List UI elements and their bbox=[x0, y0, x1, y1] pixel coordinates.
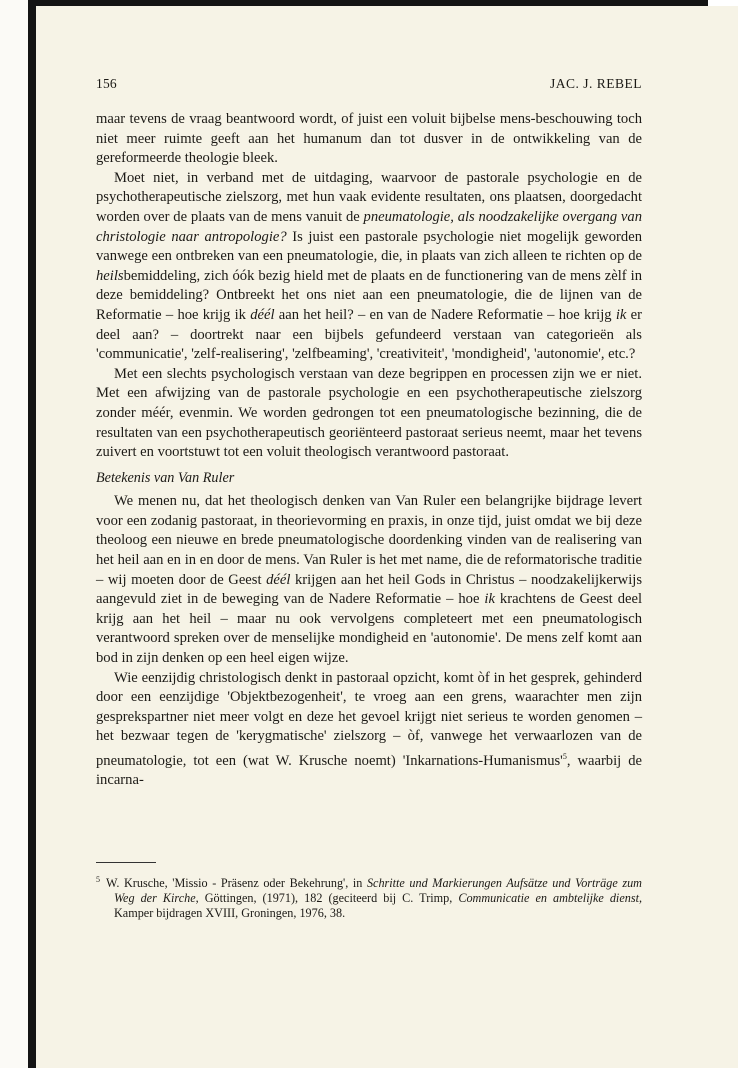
paragraph-2: Moet niet, in verband met de uitdaging, waarvoor de pastorale psychologie en de psychotherapeutische zielszorg, met hun vaak evidente resultaten, ons plaatsen, doorgedacht worden over de plaats van de mens vanuit de pneumatologie, als noodzakelijke overgang van christologie naar antropologie? Is juist een pastorale psychologie niet mogelijk geworden vanwege een ontbreken van een pneumatologie, die, in plaats van zich alleen te richten op de heilsbemiddeling, zich óók bezig hield met de plaats en de functionering van de mens zèlf in deze bemiddeling? Ontbreekt het ons niet aan een pneumatologie, die de lijnen van de Reformatie – hoe krijg ik déél aan het heil? – en van de Nadere Reformatie – hoe krijg ik er deel aan? – doortrekt naar een bijbels gefundeerd verstaan van categorieën als 'communicatie', 'zelf-realisering', 'zelfbeaming', 'creativiteit', 'mondigheid', 'autonomie', etc.? bbox=[96, 169, 642, 363]
paragraph-4: We menen nu, dat het theologisch denken van Van Ruler een belangrijke bijdrage levert voor een zodanig pastoraat, in theorievorming en praxis, in onze tijd, juist omdat we bij deze theoloog een nieuwe en brede pneumatologische doordenking vinden van de realisering van het heil aan en in en door de mens. Van Ruler is het met name, die de reformatorische traditie – wij moeten door de Geest déél krijgen aan het heil Gods in Christus – noodzakelijkerwijs aangevuld ziet in de beweging van de Nadere Reformatie – hoe ik krachtens de Geest deel krijg aan het heil – maar nu ook vervolgens completeert met een pneumatologisch verantwoord spreken over de menselijke mondigheid en 'autonomie'. De mens zelf komt aan bod in zijn denken op een heel eigen wijze. bbox=[96, 493, 643, 667]
footnote-title-2: Communicatie en ambtelijke dienst, bbox=[458, 891, 642, 906]
italic-ik-2: ik bbox=[484, 591, 495, 608]
scan-edge-left bbox=[28, 0, 36, 1068]
footnote: $^5$ W. Krusche, 'Missio - Präsenz oder Bekehrung', in Schritte und Markierungen Aufsätze und Vorträge zum Weg der Kirche, Göttingen, (1971), 182 (geciteerd bij C. Trimp, Communicatie en ambtelijke dienst, Kamper bijdragen XVIII, Groningen, 1976, 38. bbox=[96, 875, 642, 921]
body-text bbox=[96, 110, 642, 791]
italic-heils: heils bbox=[96, 267, 124, 284]
italic-ik: ik bbox=[615, 306, 627, 323]
footnote-rule bbox=[96, 862, 156, 863]
footnote-mark: 5 bbox=[96, 875, 100, 884]
paragraph-5: Wie eenzijdig christologisch denkt in pastoraal opzicht, komt òf in het gesprek, gehinderd door een eenzijdige 'Objektbezogenheit', te vroeg aan een grens, waarachter men zijn gesprekspartner niet meer volgt en deze het gevoel krijgt niet serieus te worden genomen – het bezwaar tegen de 'kerygmatische' zielszorg – òf, vanwege het verwaarlozen van de pneumatologie, tot een (wat W. Krusche noemt) 'Inkarnations-Humanismus'$^5$, waarbij de incarna- bbox=[96, 669, 642, 789]
running-head: JAC. J. REBEL bbox=[549, 76, 642, 91]
paragraph-1: maar tevens de vraag beantwoord wordt, of juist een voluit bijbelse mens-beschouwing toch niet meer ruimte geeft aan het humanum dan tot dusver in de ontwikkeling van de gereformeerde theologie bleek. bbox=[96, 111, 642, 167]
paragraph-3: Met een slechts psychologisch verstaan van deze begrippen en processen zijn we er niet. Met een afwijzing van de pastorale psychologie en een psychotherapeutische zielszorg zonder méér, evenmin. We worden gedrongen tot een pneumatologische bezinning, die de resultaten van een psychotherapeutisch georiënteerd pastoraat serieus neemt, maar het tevens zuivert en voortstuwt tot een voluit theologisch verantwoord pastoraat. bbox=[96, 365, 642, 461]
italic-deel: déél bbox=[250, 306, 275, 323]
italic-deel-2: déél bbox=[266, 571, 291, 588]
italic-pneumatologie: pneumatologie, als noodzakelijke overgang van christologie naar antropologie? bbox=[96, 208, 642, 245]
section-heading: Betekenis van Van Ruler bbox=[96, 469, 235, 486]
footnote-reference: 5 bbox=[562, 752, 567, 761]
page-number: 156 bbox=[96, 76, 117, 91]
footnote-title-1: Schritte und Markierungen Aufsätze und Vorträge zum Weg der Kirche, bbox=[114, 876, 642, 906]
